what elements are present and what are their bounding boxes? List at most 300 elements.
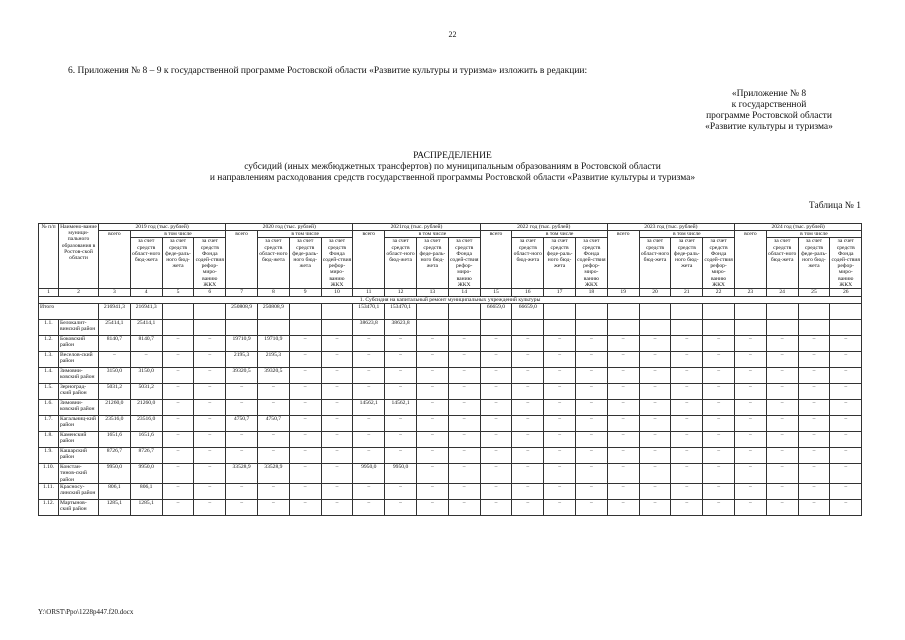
table-cell: – [639, 384, 671, 400]
column-index: 4 [130, 289, 162, 297]
table-cell: 14562,1 [385, 400, 417, 416]
table-cell: – [353, 336, 385, 352]
header-federal-budget: за счет средств феде-раль-ного бюд-жета [671, 238, 703, 289]
table-cell: – [639, 432, 671, 448]
table-row [39, 432, 862, 448]
column-index: 19 [607, 289, 639, 297]
table-cell: – [766, 368, 798, 384]
row-number: 1.3. [39, 352, 59, 368]
table-cell: – [99, 352, 131, 368]
row-municipality: Белокалит-винский район [59, 320, 99, 336]
table-cell: – [257, 400, 289, 416]
table-cell: – [671, 432, 703, 448]
table-cell: 33528,9 [257, 464, 289, 484]
table-cell: 25414,1 [130, 320, 162, 336]
table-cell: – [766, 352, 798, 368]
table-cell: – [448, 432, 480, 448]
header-total: всего [353, 231, 385, 289]
header-regional-budget: за счет средств област-ного бюд-жета [766, 238, 798, 289]
row-number: 1.9. [39, 448, 59, 464]
table-cell: – [385, 336, 417, 352]
table-cell: – [416, 384, 448, 400]
table-cell: – [798, 432, 830, 448]
table-cell: – [766, 336, 798, 352]
footer-file-path: Y:\ORST\Ppo\1228p447.f20.docx [38, 608, 134, 616]
table-cell: – [607, 416, 639, 432]
table-cell: – [766, 416, 798, 432]
table-cell: – [512, 352, 544, 368]
table-cell: – [607, 352, 639, 368]
table-row-total [39, 304, 862, 320]
table-cell: – [576, 499, 608, 515]
table-cell: – [512, 499, 544, 515]
table-cell: – [321, 352, 353, 368]
table-cell [607, 304, 639, 320]
table-cell: – [162, 336, 194, 352]
table-cell: – [226, 400, 258, 416]
table-cell: – [353, 483, 385, 499]
row-municipality: Кашарский район [59, 448, 99, 464]
header-regional-budget: за счет средств област-ного бюд-жета [130, 238, 162, 289]
table-cell: 3150,0 [130, 368, 162, 384]
table-cell: – [194, 368, 226, 384]
header-housing-fund: за счет средств Фонда содей-ствия рефор-миро-ванию ЖКХ [577, 238, 606, 288]
row-number: 1.4. [39, 368, 59, 384]
column-index: 8 [257, 289, 289, 297]
table-cell: – [162, 483, 194, 499]
table-cell: 9950,0 [130, 464, 162, 484]
table-cell: – [321, 464, 353, 484]
row-municipality: Констан-тинов-ский район [59, 464, 99, 484]
table-row [39, 320, 862, 336]
table-cell: – [830, 416, 862, 432]
table-cell: – [639, 336, 671, 352]
table-cell: – [416, 448, 448, 464]
row-municipality: Зимовни-ковский район [59, 400, 99, 416]
heading-line: и направлениям расходования средств государственной программы Ростовской области «Развитие культуры и туризма» [209, 173, 696, 183]
table-cell [448, 320, 480, 336]
table-cell: – [480, 384, 512, 400]
table-cell: 39320,5 [226, 368, 258, 384]
header-federal-budget: за счет средств феде-раль-ного бюд-жета [544, 238, 576, 289]
table-cell: – [703, 448, 735, 464]
column-index: 3 [99, 289, 131, 297]
column-index: 16 [512, 289, 544, 297]
table-cell: – [544, 368, 576, 384]
table-cell: – [639, 416, 671, 432]
row-municipality: Зимовни-ковский район [59, 368, 99, 384]
table-cell: – [162, 499, 194, 515]
table-cell: – [830, 352, 862, 368]
table-cell: – [353, 368, 385, 384]
table-cell: – [385, 368, 417, 384]
table-cell: 4750,7 [257, 416, 289, 432]
table-cell: – [830, 336, 862, 352]
table-cell: – [162, 352, 194, 368]
header-total: всего [99, 231, 131, 289]
table-cell: – [576, 448, 608, 464]
header-federal-budget: за счет средств феде-раль-ного бюд-жета [798, 238, 830, 289]
table-cell: – [766, 499, 798, 515]
table-cell: – [798, 336, 830, 352]
table-cell: 19710,9 [257, 336, 289, 352]
header-federal-budget: за счет средств феде-раль-ного бюд-жета [162, 238, 194, 289]
table-cell: – [798, 384, 830, 400]
table-cell: – [830, 368, 862, 384]
table-cell: – [289, 464, 321, 484]
table-cell: – [226, 432, 258, 448]
header-federal-budget: за счет средств феде-раль-ного бюд-жета [416, 238, 448, 289]
table-cell: – [416, 483, 448, 499]
table-cell: – [162, 432, 194, 448]
header-regional-budget: за счет средств област-ного бюд-жета [257, 238, 289, 289]
table-cell: – [321, 368, 353, 384]
table-cell: 33528,9 [226, 464, 258, 484]
column-index: 15 [480, 289, 512, 297]
table-cell: – [766, 483, 798, 499]
table-cell: – [830, 464, 862, 484]
table-cell: – [576, 400, 608, 416]
table-cell: – [257, 448, 289, 464]
table-cell: – [480, 499, 512, 515]
table-cell [639, 304, 671, 320]
table-cell: – [194, 336, 226, 352]
table-cell [544, 320, 576, 336]
row-number: 1.10. [39, 464, 59, 484]
table-cell: – [703, 499, 735, 515]
table-cell: – [194, 483, 226, 499]
table-cell: – [734, 464, 766, 484]
table-cell [416, 304, 448, 320]
table-cell: – [289, 336, 321, 352]
table-cell: 250808,9 [257, 304, 289, 320]
table-row [39, 464, 862, 484]
header-including: в том числе [766, 231, 861, 238]
table-cell [734, 304, 766, 320]
table-cell: 9950,0 [99, 464, 131, 484]
column-index: 21 [671, 289, 703, 297]
table-cell [416, 320, 448, 336]
row-municipality: Красносу-линский район [59, 483, 99, 499]
table-cell: 1285,1 [130, 499, 162, 515]
table-cell: – [289, 448, 321, 464]
header-regional-budget: за счет средств област-ного бюд-жета [512, 238, 544, 289]
table-cell: – [448, 416, 480, 432]
table-cell: – [321, 483, 353, 499]
table-cell: – [639, 483, 671, 499]
table-cell [257, 320, 289, 336]
table-cell: – [448, 483, 480, 499]
row-municipality: Зерноград-ский район [59, 384, 99, 400]
table-cell: – [512, 448, 544, 464]
table-cell [448, 304, 480, 320]
table-cell: – [798, 483, 830, 499]
table-cell: – [289, 368, 321, 384]
table-cell: – [544, 384, 576, 400]
table-cell [194, 304, 226, 320]
header-housing-fund: за счет средств Фонда содей-ствия рефор-миро-ванию ЖКХ [704, 238, 733, 288]
table-cell: 3150,0 [99, 368, 131, 384]
table-cell: – [798, 400, 830, 416]
header-year: 2019 год (тыс. рублей) [99, 224, 226, 231]
table-cell: – [703, 400, 735, 416]
row-number: 1.7. [39, 416, 59, 432]
table-row [39, 336, 862, 352]
table-row [39, 448, 862, 464]
table-cell: – [353, 384, 385, 400]
table-cell: – [734, 448, 766, 464]
table-cell [162, 304, 194, 320]
row-number: 1.6. [39, 400, 59, 416]
table-cell: – [798, 416, 830, 432]
table-cell: 806,1 [130, 483, 162, 499]
table-cell: 8726,7 [99, 448, 131, 464]
table-cell: 216941,3 [130, 304, 162, 320]
table-cell: 2195,3 [226, 352, 258, 368]
table-cell: – [766, 432, 798, 448]
table-cell [321, 304, 353, 320]
table-cell: – [544, 336, 576, 352]
table-cell: – [766, 400, 798, 416]
table-cell: – [480, 336, 512, 352]
table-cell: 9950,0 [353, 464, 385, 484]
table-cell: – [512, 483, 544, 499]
table-cell: – [703, 352, 735, 368]
table-cell: – [162, 368, 194, 384]
table-cell: – [671, 499, 703, 515]
table-cell: 153470,1 [385, 304, 417, 320]
table-row [39, 368, 862, 384]
row-municipality: Кагальниц-кий район [59, 416, 99, 432]
table-cell: – [798, 464, 830, 484]
table-cell: – [162, 416, 194, 432]
table-cell: – [448, 384, 480, 400]
table-cell: – [416, 400, 448, 416]
table-cell: – [544, 483, 576, 499]
header-total: всего [226, 231, 258, 289]
table-cell: – [607, 384, 639, 400]
table-cell: – [639, 448, 671, 464]
table-cell: 14562,1 [353, 400, 385, 416]
row-municipality: Каменский район [59, 432, 99, 448]
table-cell [766, 320, 798, 336]
header-including: в том числе [639, 231, 734, 238]
header-year: 2022 год (тыс. рублей) [480, 224, 607, 231]
table-cell [639, 320, 671, 336]
column-index: 7 [226, 289, 258, 297]
table-cell: – [385, 384, 417, 400]
table-cell: – [416, 416, 448, 432]
table-cell: – [226, 483, 258, 499]
table-cell [703, 304, 735, 320]
table-cell: – [607, 464, 639, 484]
table-cell: 2195,3 [257, 352, 289, 368]
header-municipality: Наимено-вание муници-пального образования в Ростов-ской области [59, 224, 99, 289]
table-cell: – [576, 384, 608, 400]
table-cell: – [480, 432, 512, 448]
table-cell: – [416, 368, 448, 384]
table-cell: – [576, 336, 608, 352]
table-cell: – [639, 352, 671, 368]
table-cell: – [512, 336, 544, 352]
row-municipality: Боковский район [59, 336, 99, 352]
table-cell: – [830, 483, 862, 499]
table-cell: – [766, 464, 798, 484]
table-cell: – [576, 483, 608, 499]
header-total: всего [607, 231, 639, 289]
column-index: 2 [59, 289, 99, 297]
table-cell [289, 304, 321, 320]
table-cell: 25414,1 [99, 320, 131, 336]
table-cell: – [734, 336, 766, 352]
table-cell: – [607, 336, 639, 352]
table-cell: – [703, 483, 735, 499]
table-cell: – [162, 384, 194, 400]
table-cell: – [448, 400, 480, 416]
table-cell: – [480, 448, 512, 464]
table-cell: – [385, 432, 417, 448]
table-cell: – [798, 352, 830, 368]
table-cell: 23516,0 [130, 416, 162, 432]
table-cell: – [162, 448, 194, 464]
table-cell: – [576, 416, 608, 432]
table-cell: – [734, 352, 766, 368]
document-heading [0, 151, 905, 184]
table-cell: – [766, 448, 798, 464]
header-including: в том числе [130, 231, 225, 238]
table-cell: – [830, 432, 862, 448]
table-cell: – [512, 400, 544, 416]
table-cell: – [544, 464, 576, 484]
table-cell: 39320,5 [257, 368, 289, 384]
table-cell: – [703, 416, 735, 432]
table-cell: – [671, 448, 703, 464]
table-cell: – [671, 336, 703, 352]
table-cell: – [734, 432, 766, 448]
table-cell: 4750,7 [226, 416, 258, 432]
table-cell: – [671, 368, 703, 384]
table-cell: – [798, 448, 830, 464]
table-cell: – [385, 499, 417, 515]
table-cell: – [385, 483, 417, 499]
header-including: в том числе [512, 231, 607, 238]
table-cell: – [416, 432, 448, 448]
table-cell: – [607, 400, 639, 416]
table-cell: – [766, 384, 798, 400]
table-cell: – [385, 448, 417, 464]
table-cell: 5031,2 [130, 384, 162, 400]
table-cell: – [544, 416, 576, 432]
table-cell: – [671, 483, 703, 499]
table-cell: – [512, 416, 544, 432]
table-cell: – [416, 336, 448, 352]
table-cell: – [798, 499, 830, 515]
table-cell: – [544, 448, 576, 464]
table-cell: – [734, 499, 766, 515]
table-cell: – [607, 368, 639, 384]
header-year: 2020 год (тыс. рублей) [226, 224, 353, 231]
table-cell: – [353, 352, 385, 368]
table-cell [480, 320, 512, 336]
table-cell: – [576, 352, 608, 368]
table-row [39, 499, 862, 515]
column-index: 17 [544, 289, 576, 297]
table-cell [798, 320, 830, 336]
column-index: 5 [162, 289, 194, 297]
table-cell: – [321, 336, 353, 352]
header-no: № п/п [39, 224, 59, 289]
table-cell: – [544, 499, 576, 515]
table-cell: – [576, 464, 608, 484]
header-regional-budget: за счет средств област-ного бюд-жета [639, 238, 671, 289]
distribution-table [38, 223, 862, 516]
table-cell: – [639, 499, 671, 515]
column-index: 10 [321, 289, 353, 297]
table-cell: 66659,0 [480, 304, 512, 320]
table-cell [830, 320, 862, 336]
table-cell: – [289, 352, 321, 368]
column-index: 25 [798, 289, 830, 297]
table-cell: – [671, 464, 703, 484]
table-cell [576, 304, 608, 320]
table-cell: 8140,7 [99, 336, 131, 352]
table-cell [798, 304, 830, 320]
column-index: 6 [194, 289, 226, 297]
table-cell: – [353, 432, 385, 448]
table-cell: – [639, 400, 671, 416]
table-cell: – [194, 464, 226, 484]
table-cell: 19710,9 [226, 336, 258, 352]
table-cell: – [194, 352, 226, 368]
row-number: 1.5. [39, 384, 59, 400]
table-cell: – [226, 499, 258, 515]
appendix-line: к государственной [731, 100, 807, 110]
table-cell: 1651,6 [130, 432, 162, 448]
header-housing-fund: за счет средств Фонда содей-ствия рефор-миро-ванию ЖКХ [449, 238, 479, 288]
intro-text: 6. Приложения № 8 – 9 к государственной программе Ростовской области «Развитие культуры и туризма» изложить в редакции: [68, 66, 588, 76]
table-cell: – [353, 448, 385, 464]
row-number: 1.2. [39, 336, 59, 352]
table-cell [544, 304, 576, 320]
header-housing-fund: за счет средств Фонда содей-ствия рефор-миро-ванию ЖКХ [831, 238, 860, 288]
table-cell [703, 320, 735, 336]
table-row [39, 400, 862, 416]
heading-title: РАСПРЕДЕЛЕНИЕ [413, 151, 492, 161]
column-index: 26 [830, 289, 862, 297]
header-total: всего [734, 231, 766, 289]
header-housing-fund: за счет средств Фонда содей-ствия рефор-миро-ванию ЖКХ [195, 238, 225, 288]
table-cell: – [289, 400, 321, 416]
table-cell: 250808,9 [226, 304, 258, 320]
table-cell [734, 320, 766, 336]
column-index: 23 [734, 289, 766, 297]
table-cell: – [194, 448, 226, 464]
table-cell: – [734, 368, 766, 384]
appendix-line: программе Ростовской области [706, 111, 832, 121]
table-cell: – [512, 384, 544, 400]
table-cell: – [544, 352, 576, 368]
table-cell: 21260,0 [130, 400, 162, 416]
table-cell [162, 320, 194, 336]
table-cell: – [544, 400, 576, 416]
table-cell: 153470,1 [353, 304, 385, 320]
header-year: 2021год (тыс. рублей) [353, 224, 480, 231]
table-cell: 21260,0 [99, 400, 131, 416]
table-row [39, 416, 862, 432]
table-cell: – [194, 384, 226, 400]
table-cell: – [734, 384, 766, 400]
table-cell: – [480, 400, 512, 416]
